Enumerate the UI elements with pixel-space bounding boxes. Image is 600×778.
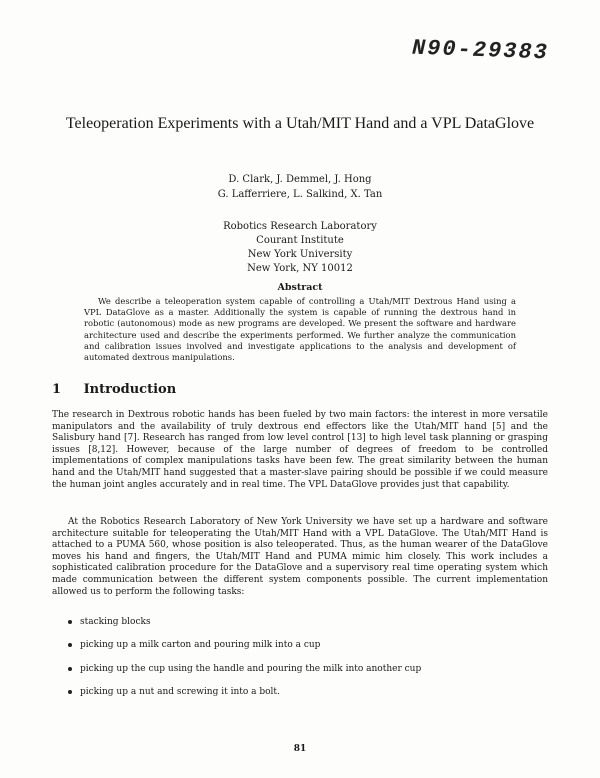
bullet-icon (68, 620, 72, 624)
page-number: 81 (293, 744, 307, 754)
list-item (68, 657, 528, 681)
affiliation-block (150, 220, 450, 276)
bullet-icon (68, 690, 72, 694)
body-paragraph: The research in Dextrous robotic hands has been fueled by two main factors: the interest in more versatile manipulators and the availability of truly dextrous end effectors like the Utah/MIT hand [5] and the Salisbury hand [7]. Research has ranged from low level control [13] to high level task planning or grasping issues [8,12]. However, because of the large number of degrees of freedom to be controlled implementations of complex manipulations tasks have been few. The great similarity between the human hand and the Utah/MIT hand suggested that a master-slave pairing should be possible if we could measure the human joint angles accurately and in real time. The VPL DataGlove provides just that capability. (52, 410, 548, 490)
body-paragraph: At the Robotics Research Laboratory of New York University we have set up a hardware and software architecture suitable for teleoperating the Utah/MIT Hand with a VPL DataGlove. The Utah/MIT Hand is attached to a PUMA 560, whose position is also teleoperated. Thus, as the human wearer of the DataGlove moves his hand and fingers, the Utah/MIT Hand and PUMA mimic him closely. This work includes a sophisticated calibration procedure for the DataGlove and a supervisory real time operating system which made communication between the different system components possible. The current implementation allowed us to perform the following tasks: (52, 517, 548, 597)
list-item-text: picking up the cup using the handle and pouring the milk into another cup (80, 663, 422, 674)
bullet-icon (68, 643, 72, 647)
author-list (100, 172, 500, 202)
list-item-text: picking up a nut and screwing it into a bolt. (80, 687, 280, 698)
list-item-text: picking up a milk carton and pouring milk into a cup (80, 640, 321, 651)
affiliation-line: New York, NY 10012 (247, 263, 353, 274)
list-item (68, 681, 528, 705)
list-item-text: stacking blocks (80, 616, 151, 627)
section-heading (52, 382, 176, 397)
task-list (68, 610, 528, 704)
affiliation-line: Courant Institute (256, 235, 344, 246)
affiliation-line: New York University (247, 249, 353, 260)
abstract-heading: Abstract (277, 282, 323, 293)
list-item (68, 634, 528, 658)
document-id-stamp: N90-29383 (411, 35, 550, 66)
section-title: Introduction (83, 382, 177, 397)
paper-title: Teleoperation Experiments with a Utah/MIT Hand and a VPL DataGlove (65, 115, 535, 132)
author-line: D. Clark, J. Demmel, J. Hong (228, 174, 372, 185)
affiliation-line: Robotics Research Laboratory (223, 221, 377, 232)
author-line: G. Lafferriere, L. Salkind, X. Tan (217, 189, 383, 200)
abstract-body: We describe a teleoperation system capable of controlling a Utah/MIT Dextrous Hand using a VPL DataGlove as a master. Additionally the system is capable of running the dextrous hand in robotic (autonomous) mode as new programs are developed. We present the software and hardware architecture used and describe the experiments performed. We further analyze the communication and calibration issues involved and investigate applications to the analysis and development of automated dextrous manipulations. (84, 296, 516, 363)
bullet-icon (68, 667, 72, 671)
list-item (68, 610, 528, 634)
section-number: 1 (52, 382, 62, 397)
